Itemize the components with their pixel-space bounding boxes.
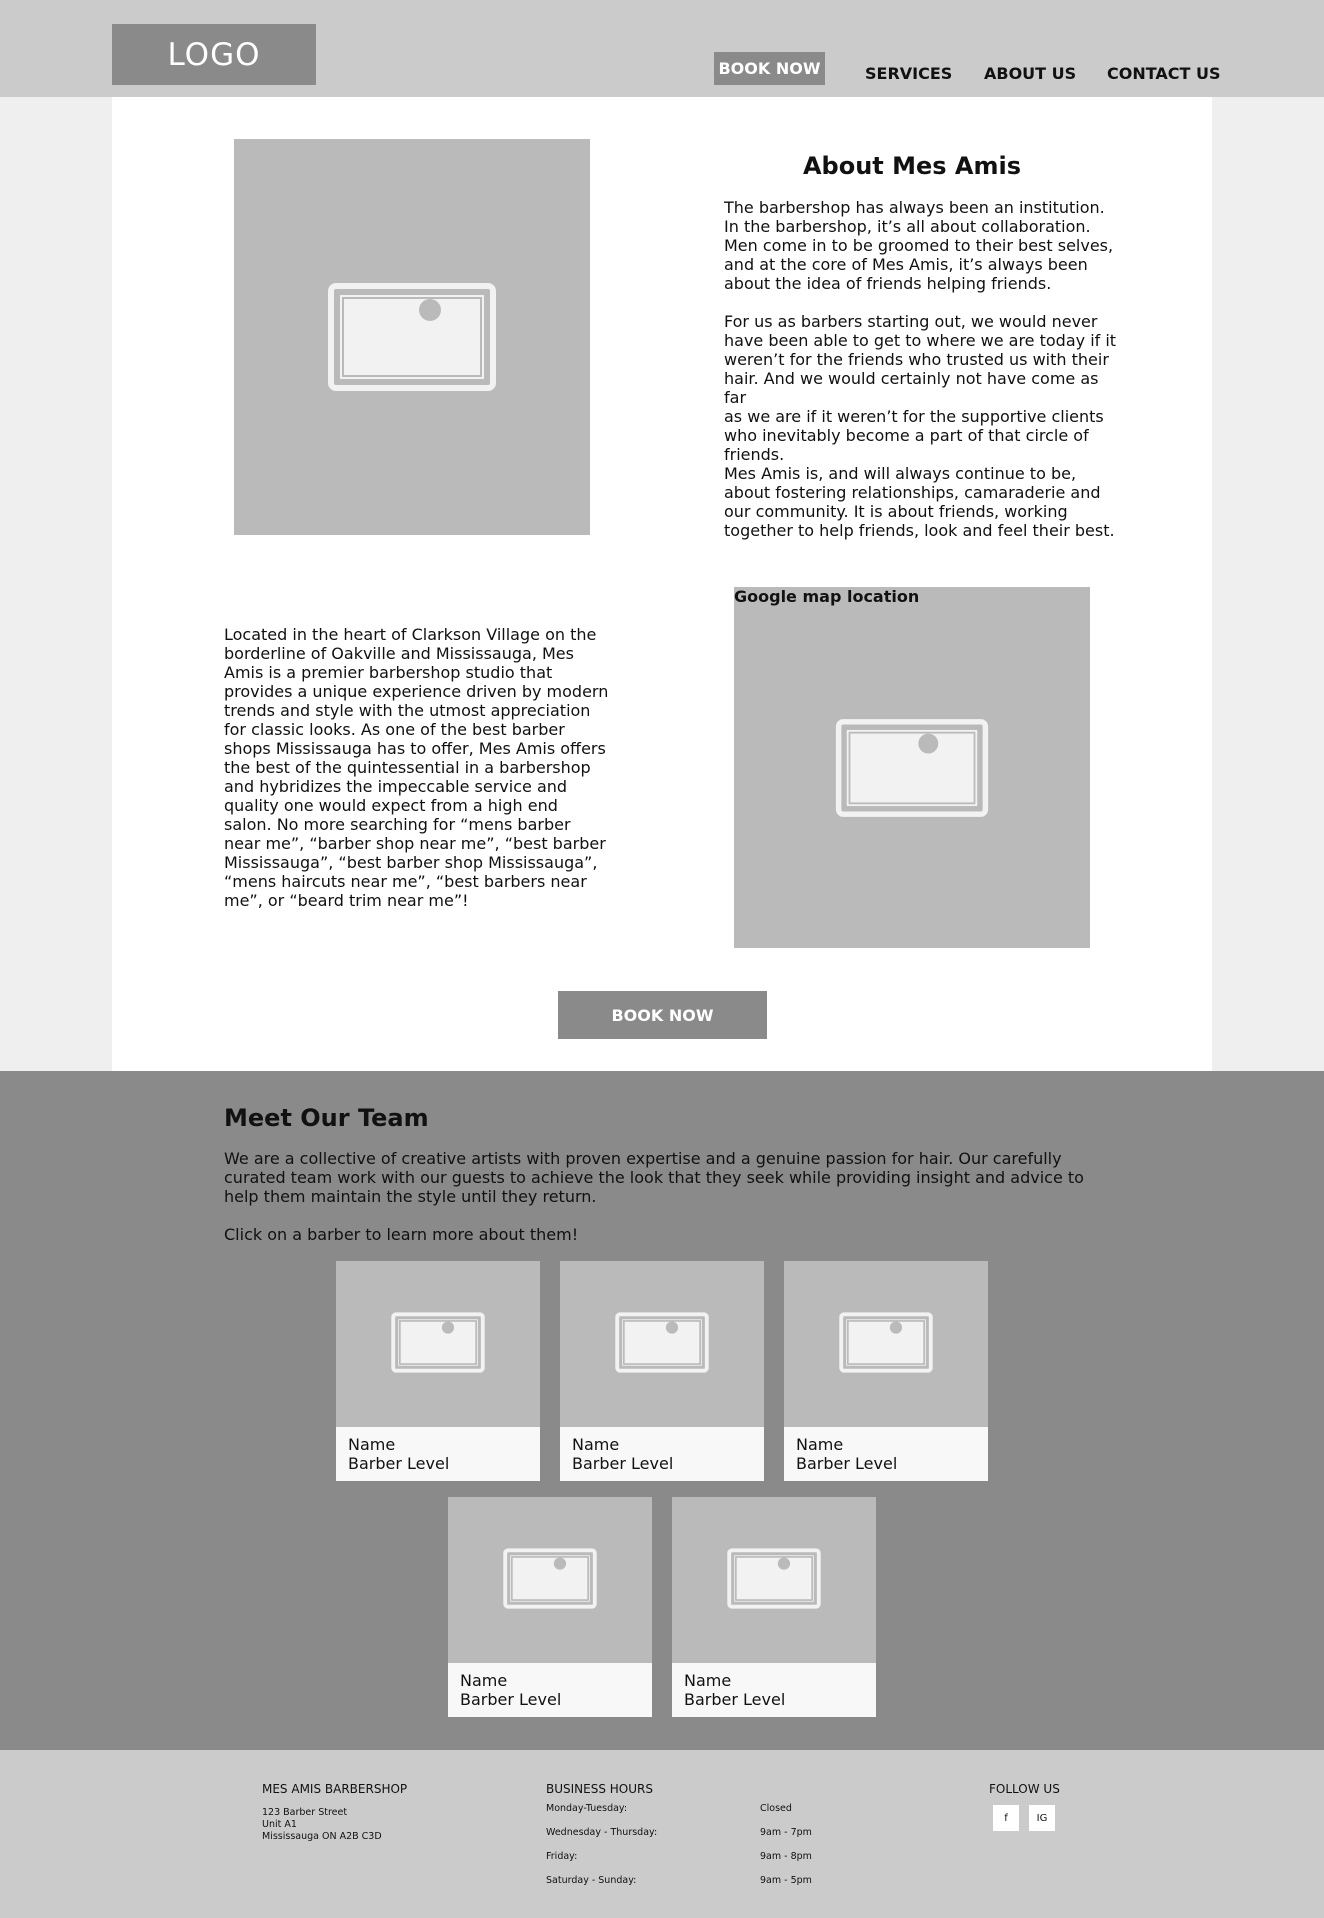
barber-info [448,1663,652,1717]
barber-card[interactable] [672,1497,876,1717]
image-placeholder-icon [727,1548,821,1613]
address-line: 123 Barber Street [262,1807,348,1818]
footer-follow-title: FOLLOW US [989,1782,1060,1796]
image-placeholder-icon [391,1312,485,1377]
hours-time: 9am - 7pm [760,1827,812,1838]
instagram-icon[interactable]: IG [1029,1805,1055,1831]
nav-book-now-button[interactable]: BOOK NOW [714,52,825,85]
barber-photo [560,1261,764,1427]
barber-name: Name [684,1671,732,1690]
barber-info [336,1427,540,1481]
facebook-icon[interactable]: f [993,1805,1019,1831]
logo[interactable]: LOGO [112,24,316,85]
map-label: Google map location [734,587,920,606]
site-footer [0,1750,1324,1918]
barber-level: Barber Level [684,1690,786,1709]
image-placeholder-icon [615,1312,709,1377]
barber-photo [784,1261,988,1427]
image-placeholder-icon [835,718,989,818]
barber-info [784,1427,988,1481]
barber-card[interactable] [784,1261,988,1481]
barber-photo [448,1497,652,1663]
barber-name: Name [460,1671,508,1690]
hours-days: Saturday - Sunday: [546,1875,637,1886]
hours-time: 9am - 5pm [760,1875,812,1886]
image-placeholder-icon [327,282,497,392]
barber-info [560,1427,764,1481]
image-placeholder-icon [839,1312,933,1377]
nav-contact-link[interactable]: CONTACT US [1107,64,1221,83]
address-line: Mississauga ON A2B C3D [262,1831,382,1842]
barber-name: Name [348,1435,396,1454]
address-line: Unit A1 [262,1819,297,1830]
barber-photo [672,1497,876,1663]
hours-days: Monday-Tuesday: [546,1803,628,1814]
image-placeholder-icon [503,1548,597,1613]
team-click-prompt: Click on a barber to learn more about them! [224,1225,579,1244]
barber-name: Name [572,1435,620,1454]
barber-level: Barber Level [348,1454,450,1473]
book-now-button[interactable]: BOOK NOW [558,991,767,1039]
footer-hours-title: BUSINESS HOURS [546,1782,653,1796]
barber-card[interactable] [448,1497,652,1717]
site-header [0,0,1324,97]
barber-level: Barber Level [460,1690,562,1709]
about-title: About Mes Amis [802,152,1022,180]
google-map[interactable] [734,587,1090,948]
team-title: Meet Our Team [224,1104,429,1132]
barber-photo [336,1261,540,1427]
hours-days: Wednesday - Thursday: [546,1827,658,1838]
barber-info [672,1663,876,1717]
barber-name: Name [796,1435,844,1454]
barber-card[interactable] [336,1261,540,1481]
barber-level: Barber Level [572,1454,674,1473]
nav-about-link[interactable]: ABOUT US [984,64,1077,83]
team-description: We are a collective of creative artists with proven expertise and a genuine passion for hair. Our carefully curated team work with our guests to achieve the look that they seek while providing insight and advice to help them maintain the style until they return. [224,1149,1084,1206]
hours-time: Closed [760,1803,792,1814]
barber-level: Barber Level [796,1454,898,1473]
hours-days: Friday: [546,1851,578,1862]
about-image [234,139,590,535]
location-text: Located in the heart of Clarkson Village on the borderline of Oakville and Mississauga, Mes Amis is a premier barbershop studio that provides a unique experience driven by modern trends and style with the utmost appreciation for classic looks. As one of the best barber shops Mississauga has to offer, Mes Amis offers the best of the quintessential in a barbershop and hybridizes the impeccable service and quality one would expect from a high end salon. No more searching for “mens barber near me”, “barber shop near me”, “best barber Mississauga”, “best barber shop Mississauga”, “mens haircuts near me”, “best barbers near me”, or “beard trim near me”! [224,625,609,910]
about-text: The barbershop has always been an institution. In the barbershop, it’s all about collaboration. Men come in to be groomed to their best selves, and at the core of Mes Amis, it’s always been about the idea of friends helping friends. For us as barbers starting out, we would never have been able to get to where we are today if it weren’t for the friends who trusted us with their hair. And we would certainly not have come as far as we are if it weren’t for the supportive clients who inevitably become a part of that circle of friends. Mes Amis is, and will always continue to be, about fostering relationships, camaraderie and our community. It is about friends, working together to help friends, look and feel their best. [724,198,1117,540]
footer-address [262,1807,382,1843]
barber-card[interactable] [560,1261,764,1481]
nav-services-link[interactable]: SERVICES [865,64,953,83]
hours-time: 9am - 8pm [760,1851,812,1862]
footer-shop-name: MES AMIS BARBERSHOP [262,1782,408,1796]
